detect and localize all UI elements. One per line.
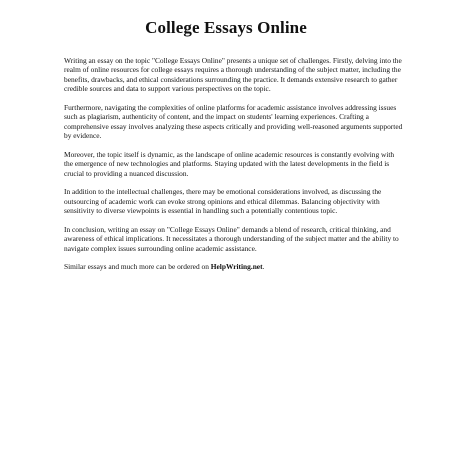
document-body: [64, 56, 404, 272]
paragraph-emotional-considerations: In addition to the intellectual challenges, there may be emotional considerations involved, as discussing the outsourcing of academic work can evoke strong opinions and ethical dilemmas. Balancing objectivity with sensitivity to diverse viewpoints is essential in handling such a potentially contentious topic.: [64, 187, 382, 216]
closing-prefix: Similar essays and much more can be ordered on: [64, 262, 211, 272]
closing-suffix: .: [262, 262, 265, 272]
closing-line: [64, 262, 404, 271]
page-title: College Essays Online: [145, 18, 307, 37]
paragraph-platforms: Furthermore, navigating the complexities of online platforms for academic assistance involves addressing issues such as plagiarism, authenticity of content, and the impact on students' learning experiences. Crafting a comprehensive essay involves analyzing these aspects critically and providing well-reasoned arguments supported by evidence.: [64, 102, 403, 141]
helpwriting-link[interactable]: HelpWriting.net: [210, 262, 263, 272]
paragraph-dynamic-topic: Moreover, the topic itself is dynamic, as the landscape of online academic resources is constantly evolving with the emergence of new technologies and platforms. Staying updated with the latest developments in the field is crucial to providing a nuanced discussion.: [64, 149, 395, 178]
paragraph-conclusion: In conclusion, writing an essay on "College Essays Online" demands a blend of research, critical thinking, and awareness of ethical implications. It necessitates a thorough understanding of the subject matter and the ability to navigate complex issues surrounding online academic assistance.: [64, 224, 399, 253]
paragraph-intro: Writing an essay on the topic "College Essays Online" presents a unique set of challenges. Firstly, delving into the realm of online resources for college essays requires a thorough understanding of the subject matter, including the benefits, drawbacks, and ethical considerations surrounding the practice. It demands extensive research to gather credible sources and data to support various perspectives on the topic.: [64, 56, 402, 94]
